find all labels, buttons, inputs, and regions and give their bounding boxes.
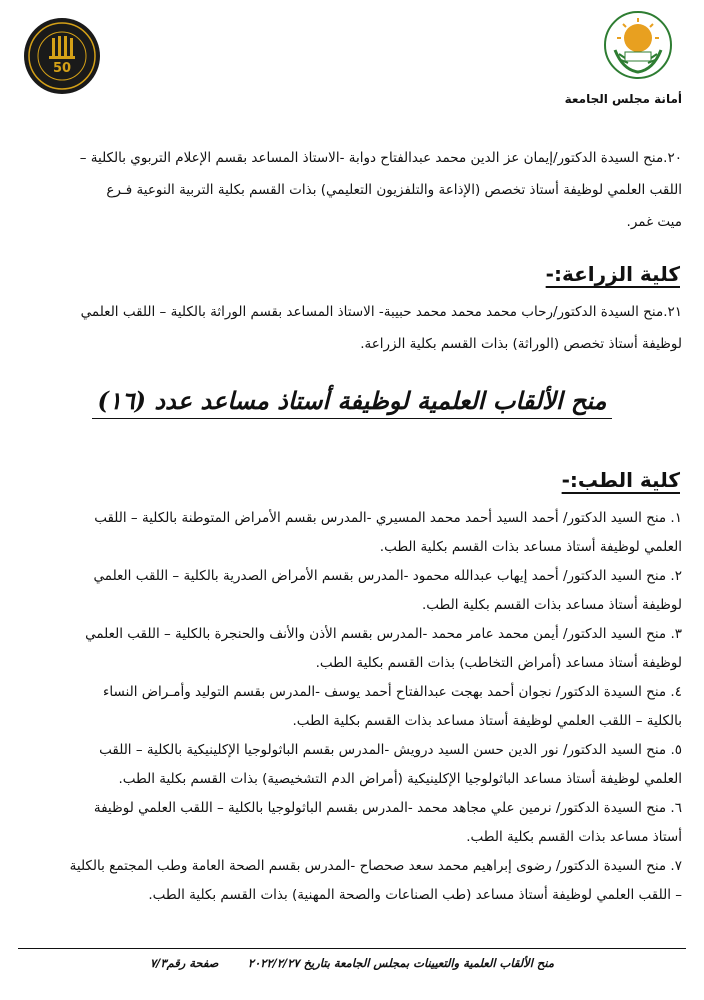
- item-21-line-1: ٢١.منح السيدة الدكتور/رحاب محمد محمد محمد حبيبة- الاستاذ المساعد بقسم الوراثة بالكلية – اللقب العلمي: [80, 304, 682, 320]
- page-number: صفحة رقم٧/٣: [150, 956, 219, 970]
- list-item-line-2: لوظيفة أستاذ مساعد بذات القسم بكلية الطب.: [421, 597, 682, 613]
- golden-jubilee-logo-icon: [22, 16, 102, 96]
- list-item-line-1: ٣. منح السيد الدكتور/ أيمن محمد عامر محمد -المدرس بقسم الأذن والأنف والحنجرة بالكلية – اللقب العلمي: [85, 626, 682, 642]
- list-item: [22, 794, 682, 852]
- medicine-section-title: كلية الطب:-: [561, 468, 680, 492]
- item-20-line-3: ميت غمر.: [626, 214, 682, 230]
- medicine-list: [22, 504, 682, 910]
- list-item: [22, 562, 682, 620]
- university-logo: [564, 10, 682, 106]
- page-footer: [150, 956, 554, 970]
- main-heading: [0, 386, 704, 419]
- list-item-line-2: – اللقب العلمي لوظيفة أستاذ مساعد (طب الصناعات والصحة المهنية) بذات القسم بكلية الطب.: [148, 887, 682, 903]
- list-item-line-2: العلمي لوظيفة أستاذ مساعد الباثولوجيا الإكلينيكية (أمراض الدم التشخيصية) بذات القسم بكلية الطب.: [118, 771, 682, 787]
- university-seal-icon: [603, 10, 673, 80]
- list-item-line-1: ٤. منح السيدة الدكتور/ نجوان أحمد بهجت عبدالفتاح أحمد يوسف -المدرس بقسم التوليد وأمـراض النساء: [103, 684, 682, 700]
- list-item-line-2: أستاذ مساعد بذات القسم بكلية الطب.: [466, 829, 682, 845]
- jubilee-number: 50: [52, 61, 72, 76]
- list-item: [22, 678, 682, 736]
- item-20: [22, 142, 682, 238]
- item-21: [22, 296, 682, 360]
- list-item: [22, 504, 682, 562]
- agriculture-section-title: كلية الزراعة:-: [545, 262, 680, 286]
- list-item-line-2: بالكلية – اللقب العلمي لوظيفة أستاذ مساعد بذات القسم بكلية الطب.: [292, 713, 682, 729]
- list-item: [22, 852, 682, 910]
- list-item-line-1: ٥. منح السيد الدكتور/ نور الدين حسن السيد درويش -المدرس بقسم الباثولوجيا الإكلينيكية بالكلية – اللقب: [99, 742, 682, 758]
- list-item: [22, 620, 682, 678]
- council-secretariat-caption: أمانة مجلس الجامعة: [564, 92, 682, 106]
- list-item: [22, 736, 682, 794]
- list-item-line-1: ٦. منح السيدة الدكتور/ نرمين علي مجاهد محمد -المدرس بقسم الباثولوجيا بالكلية – اللقب العلمي لوظيفة: [93, 800, 682, 816]
- list-item-line-2: العلمي لوظيفة أستاذ مساعد بذات القسم بكلية الطب.: [379, 539, 682, 555]
- list-item-line-1: ٢. منح السيد الدكتور/ أحمد إيهاب عبدالله محمود -المدرس بقسم الأمراض الصدرية بالكلية – اللقب العلمي: [93, 568, 682, 584]
- main-heading-text: منح الألقاب العلمية لوظيفة أستاذ مساعد عدد (١٦): [92, 386, 613, 419]
- item-20-line-1: ٢٠.منح السيدة الدكتور/إيمان عز الدين محمد عبدالفتاح دوابة -الاستاذ المساعد بقسم الإعلام التربوي بالكلية –: [79, 150, 682, 166]
- footer-text: منح الألقاب العلمية والتعيينات بمجلس الجامعة بتاريخ ٢٠٢٢/٢/٢٧: [247, 956, 554, 970]
- list-item-line-1: ٧. منح السيدة الدكتور/ رضوى إبراهيم محمد سعد صحصاح -المدرس بقسم الصحة العامة وطب المجتمع بالكلية: [69, 858, 682, 874]
- item-21-line-2: لوظيفة أستاذ تخصص (الوراثة) بذات القسم بكلية الزراعة.: [360, 336, 682, 352]
- item-20-line-2: اللقب العلمي لوظيفة أستاذ تخصص (الإذاعة والتلفزيون التعليمي) بذات القسم بكلية التربية النوعية فـرع: [106, 182, 682, 198]
- list-item-line-1: ١. منح السيد الدكتور/ أحمد السيد أحمد محمد المسيري -المدرس بقسم الأمراض المتوطنة بالكلية – اللقب: [94, 510, 682, 526]
- list-item-line-2: لوظيفة أستاذ مساعد (أمراض التخاطب) بذات القسم بكلية الطب.: [315, 655, 682, 671]
- footer-divider: [18, 948, 686, 949]
